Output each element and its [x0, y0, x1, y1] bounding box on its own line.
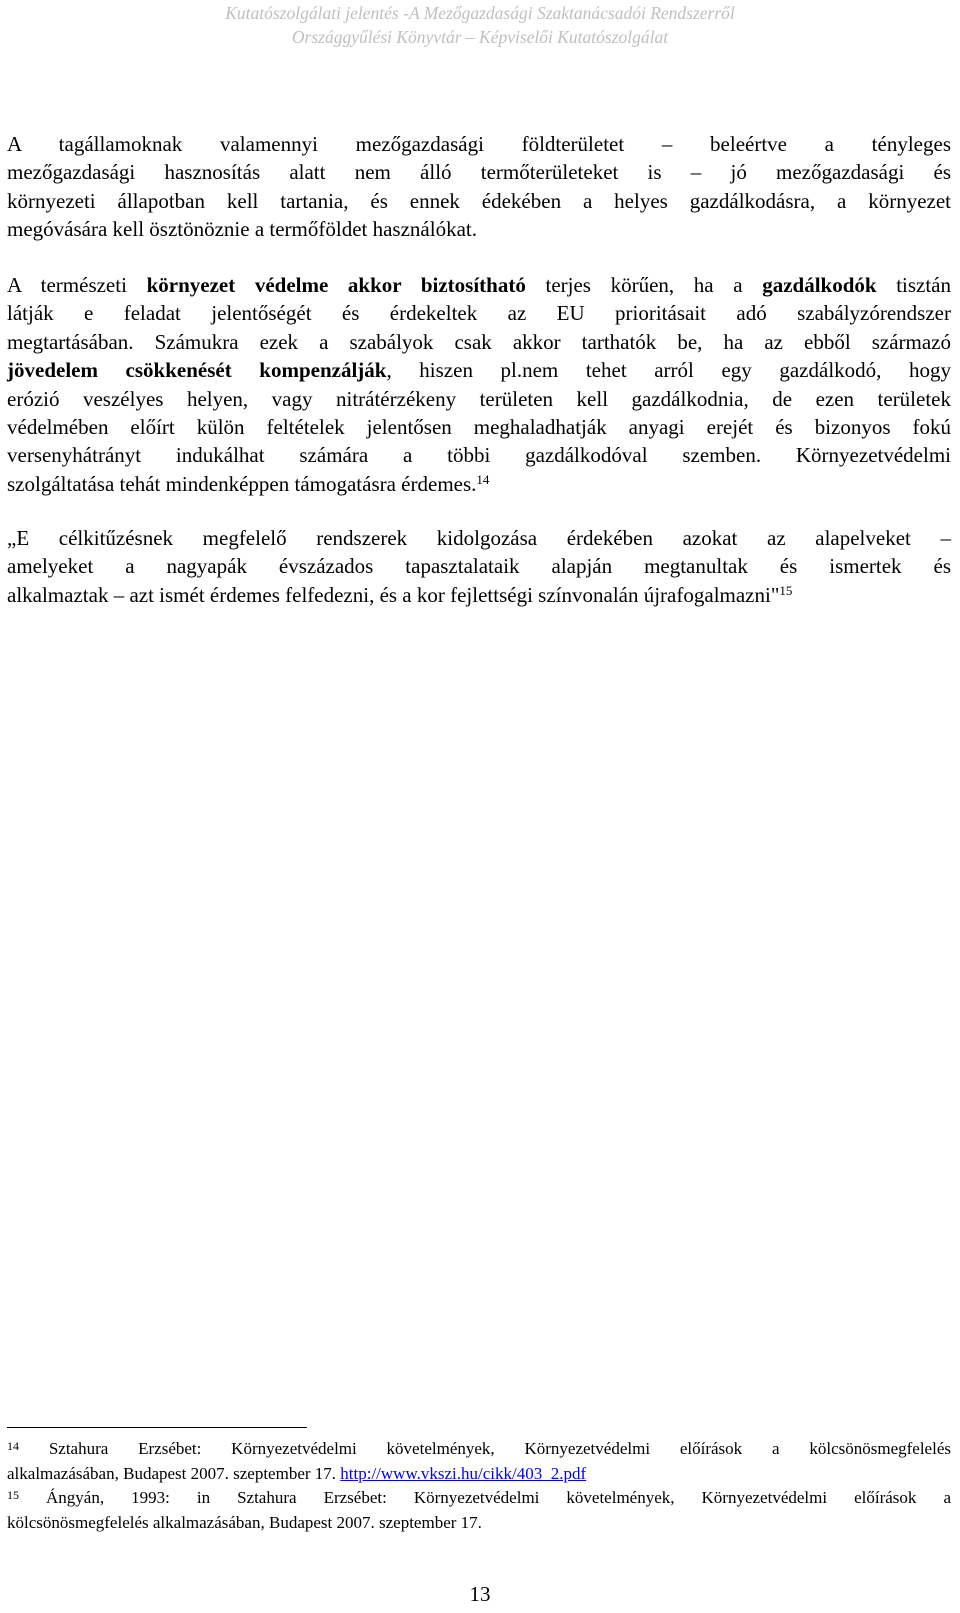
text-line: mezőgazdasági hasznosítás alatt nem álló termőterületeket is – jó mezőgazdasági és [7, 160, 951, 185]
text-run: alkalmaztak – azt ismét érdemes felfedezni, és a kor fejlettségi színvonalán újrafogalmazni" [7, 582, 780, 607]
text-run: szolgáltatása tehát mindenképpen támogatásra érdemes. [7, 471, 477, 496]
text-line: megóvására kell ösztönöznie a termőföldet használókat. [7, 217, 477, 242]
footnote-14 [7, 1437, 951, 1486]
text-line: erózió veszélyes helyen, vagy nitrátérzékeny területen kell gazdálkodnia, de ezen területek [7, 386, 951, 411]
text-line [7, 1437, 951, 1462]
footnote-number: 15 [7, 1488, 19, 1503]
text-line: látják e feladat jelentőségét és érdekeltek az EU prioritásait adó szabályzórendszer [7, 301, 951, 326]
page-number: 13 [469, 1582, 491, 1606]
footnote-number: 14 [7, 1439, 19, 1453]
text-line: környezeti állapotban kell tartania, és ennek édekében a helyes gazdálkodásra, a környezet [7, 188, 951, 213]
text-line [7, 1486, 951, 1511]
text-run: terjes körűen, ha a [525, 273, 763, 297]
footnote-ref-14[interactable]: 14 [476, 471, 490, 487]
text-run: tisztán [876, 273, 952, 297]
text-line: megtartásában. Számukra ezek a szabályok csak akkor tarthatók be, ha az ebből származó [7, 329, 951, 354]
text-line: kölcsönösmegfelelés alkalmazásában, Budapest 2007. szeptember 17. [7, 1512, 482, 1532]
text-line: amelyeket a nagyapák évszázados tapasztalataik alapján megtanultak és ismertek és [7, 554, 951, 579]
header-line-1: Kutatószolgálati jelentés -A Mezőgazdasági Szaktanácsadói Rendszerről [225, 3, 735, 23]
text-line [7, 356, 951, 384]
text-line: A tagállamoknak valamennyi mezőgazdasági földterületet – beleértve a tényleges [7, 132, 951, 156]
footnote-ref-15[interactable]: 15 [779, 582, 793, 598]
text-line [7, 1462, 951, 1487]
text-line [7, 470, 951, 498]
footnote-link[interactable]: http://www.vkszi.hu/cikk/403_2.pdf [340, 1463, 587, 1483]
running-header [0, 0, 960, 49]
text-line: „E célkitűzésnek megfelelő rendszerek kidolgozása érdekében azokat az alapelveket – [7, 526, 951, 550]
text-line: versenyhátrányt indukálhat számára a többi gazdálkodóval szemben. Környezetvédelmi [7, 443, 951, 468]
text-run: Sztahura Erzsébet: Környezetvédelmi követelmények, Környezetvédelmi előírások a kölcsönösmegfelelés [19, 1439, 951, 1458]
text-run: , hiszen pl.nem tehet arról egy gazdálkodó, hogy [386, 358, 951, 383]
header-line-2: Országgyűlési Könyvtár – Képviselői Kutatószolgálat [291, 27, 669, 47]
paragraph-1 [7, 130, 951, 244]
text-run: alkalmazásában, Budapest 2007. szeptember 17. [7, 1463, 341, 1483]
paragraph-3 [7, 524, 951, 609]
text-run: Ángyán, 1993: in Sztahura Erzsébet: Környezetvédelmi követelmények, Környezetvédelmi előírások a [19, 1488, 951, 1508]
text-line: védelmében előírt külön feltételek jelentősen meghaladhatják anyagi erejét és bizonyos fokú [7, 415, 951, 440]
footnote-separator [7, 1427, 307, 1428]
text-line [7, 271, 951, 299]
footnotes [7, 1437, 951, 1535]
text-line [7, 581, 951, 609]
paragraph-2 [7, 271, 951, 498]
bold-run: környezet védelme akkor biztosítható [146, 273, 526, 297]
bold-run: jövedelem csökkenését kompenzálják [7, 358, 387, 383]
bold-run: gazdálkodók [762, 273, 877, 297]
footnote-15 [7, 1486, 951, 1535]
text-run: A természeti [7, 273, 147, 297]
